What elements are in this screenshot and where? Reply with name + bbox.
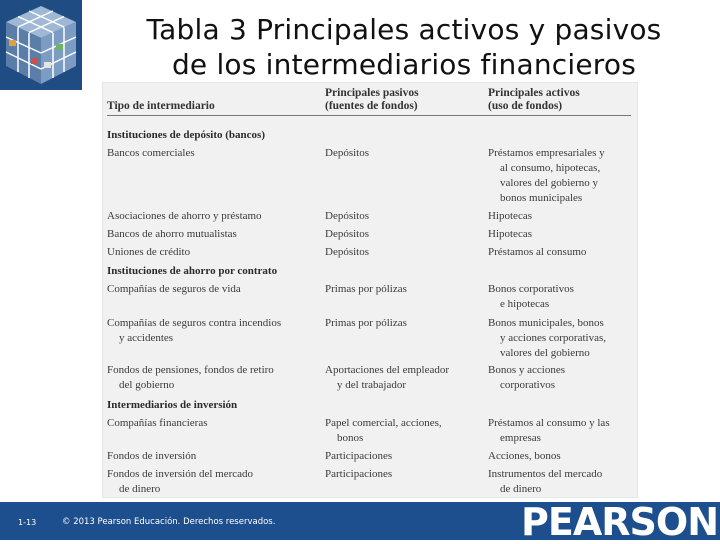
table-cell-liabilities xyxy=(325,449,392,464)
table-cell-assets xyxy=(488,363,565,393)
table-cell-intermediary xyxy=(107,282,241,297)
table-cell-line: Aportaciones del empleador xyxy=(325,364,450,376)
table-cell-intermediary xyxy=(107,316,281,346)
table-cell-assets xyxy=(488,209,532,224)
table-cell-line: Bancos de ahorro mutualistas xyxy=(107,228,237,240)
table-section-heading xyxy=(107,398,237,413)
table-cell-line: del gobierno xyxy=(119,379,175,391)
table-cell-assets xyxy=(488,467,602,497)
table-cell-liabilities xyxy=(325,209,369,224)
table-cell-liabilities xyxy=(325,363,449,393)
table-cell-line: Hipotecas xyxy=(488,228,532,240)
table-cell-line: Fondos de inversión xyxy=(107,450,197,462)
table-cell-assets xyxy=(488,449,561,464)
table-cell-line: y accidentes xyxy=(119,332,174,344)
table-cell-liabilities xyxy=(325,245,369,260)
table-cell-assets xyxy=(488,245,586,260)
table-cell-assets xyxy=(488,227,532,242)
table-cell-line: Primas por pólizas xyxy=(325,283,407,295)
table-cell-line: Préstamos al consumo xyxy=(488,246,587,258)
table-cell-assets xyxy=(488,282,574,312)
table-cell-line: valores del gobierno y xyxy=(500,177,599,189)
header-divider xyxy=(107,115,631,116)
table-cell-line: Depósitos xyxy=(325,147,369,159)
table-cell-line: Papel comercial, acciones, xyxy=(325,417,442,429)
table-cell-assets xyxy=(488,146,605,206)
table-cell-intermediary xyxy=(107,209,262,224)
slide-number: 1-13 xyxy=(18,518,37,527)
table-cell-line: Compañías de seguros de vida xyxy=(107,283,241,295)
table-cell-line: Depósitos xyxy=(325,228,369,240)
table-cell-line: Compañías financieras xyxy=(107,417,208,429)
table-cell-intermediary xyxy=(107,449,196,464)
header-liabilities-line-2: (fuentes de fondos) xyxy=(325,100,418,112)
table-cell-line: Primas por pólizas xyxy=(325,317,407,329)
table-cell-liabilities xyxy=(325,416,442,446)
pearson-logo-text: PEARSON xyxy=(521,500,718,544)
table-cell-intermediary xyxy=(107,146,195,161)
table-cell-line: valores del gobierno xyxy=(500,347,590,359)
table-cell-line: Fondos de inversión del mercado xyxy=(107,468,254,480)
table-cell-line: Uniones de crédito xyxy=(107,246,191,258)
table-cell-line: Intermediarios de inversión xyxy=(107,399,238,411)
table-cell-intermediary xyxy=(107,227,237,242)
header-assets-line-2: (uso de fondos) xyxy=(488,100,563,112)
table-cell-line: Instrumentos del mercado xyxy=(488,468,603,480)
table-cell-line: Préstamos empresariales y xyxy=(488,147,605,159)
pearson-logo xyxy=(521,500,720,544)
slide-title xyxy=(104,12,704,82)
table-cell-liabilities xyxy=(325,316,407,331)
table-cell-line: Bancos comerciales xyxy=(107,147,195,159)
header-liabilities xyxy=(325,87,419,113)
table-section-heading xyxy=(107,128,265,143)
table-cell-assets xyxy=(488,316,606,361)
intermediaries-table xyxy=(102,82,638,498)
slide-title-line-1: Tabla 3 Principales activos y pasivos xyxy=(146,13,662,46)
table-cell-line: Bonos municipales, bonos xyxy=(488,317,604,329)
table-cell-line: Depósitos xyxy=(325,246,369,258)
footer-bar xyxy=(0,500,720,544)
table-cell-line: corporativos xyxy=(500,379,555,391)
table-cell-line: al consumo, hipotecas, xyxy=(500,162,601,174)
header-assets xyxy=(488,87,580,113)
header-assets-line-1: Principales activos xyxy=(488,87,580,99)
table-cell-line: Instituciones de depósito (bancos) xyxy=(107,129,265,141)
table-cell-intermediary xyxy=(107,245,190,260)
table-cell-line: y del trabajador xyxy=(337,379,407,391)
table-cell-line: de dinero xyxy=(500,483,542,495)
header-liabilities-line-1: Principales pasivos xyxy=(325,87,419,99)
table-cell-line: Compañías de seguros contra incendios xyxy=(107,317,282,329)
table-cell-liabilities xyxy=(325,146,369,161)
table-cell-line: y acciones corporativas, xyxy=(500,332,606,344)
table-cell-assets xyxy=(488,416,610,446)
cube-logo-image xyxy=(0,0,82,90)
table-cell-intermediary xyxy=(107,363,274,393)
table-cell-line: Participaciones xyxy=(325,450,393,462)
table-cell-line: de dinero xyxy=(119,483,161,495)
table-cell-line: Hipotecas xyxy=(488,210,532,222)
table-cell-line: Asociaciones de ahorro y préstamo xyxy=(107,210,262,222)
copyright-text: © 2013 Pearson Educación. Derechos reservados. xyxy=(62,517,276,527)
table-cell-line: Préstamos al consumo y las xyxy=(488,417,610,429)
table-cell-line: bonos xyxy=(337,432,364,444)
table-section-heading xyxy=(107,264,277,279)
table-cell-liabilities xyxy=(325,282,407,297)
table-cell-line: Depósitos xyxy=(325,210,369,222)
table-cell-line: e hipotecas xyxy=(500,298,550,310)
table-cell-line: Instituciones de ahorro por contrato xyxy=(107,265,278,277)
table-cell-liabilities xyxy=(325,227,369,242)
header-intermediary-type: Tipo de intermediario xyxy=(107,100,215,112)
table-cell-line: empresas xyxy=(500,432,541,444)
table-cell-liabilities xyxy=(325,467,392,482)
table-cell-line: Fondos de pensiones, fondos de retiro xyxy=(107,364,274,376)
table-cell-line: Bonos corporativos xyxy=(488,283,574,295)
table-cell-intermediary xyxy=(107,416,208,431)
table-cell-line: Participaciones xyxy=(325,468,393,480)
slide-title-line-2: de los intermediarios financieros xyxy=(171,48,637,81)
table-cell-line: bonos municipales xyxy=(500,192,583,204)
table-cell-line: Bonos y acciones xyxy=(488,364,565,376)
table-cell-intermediary xyxy=(107,467,253,497)
table-cell-line: Acciones, bonos xyxy=(488,450,561,462)
